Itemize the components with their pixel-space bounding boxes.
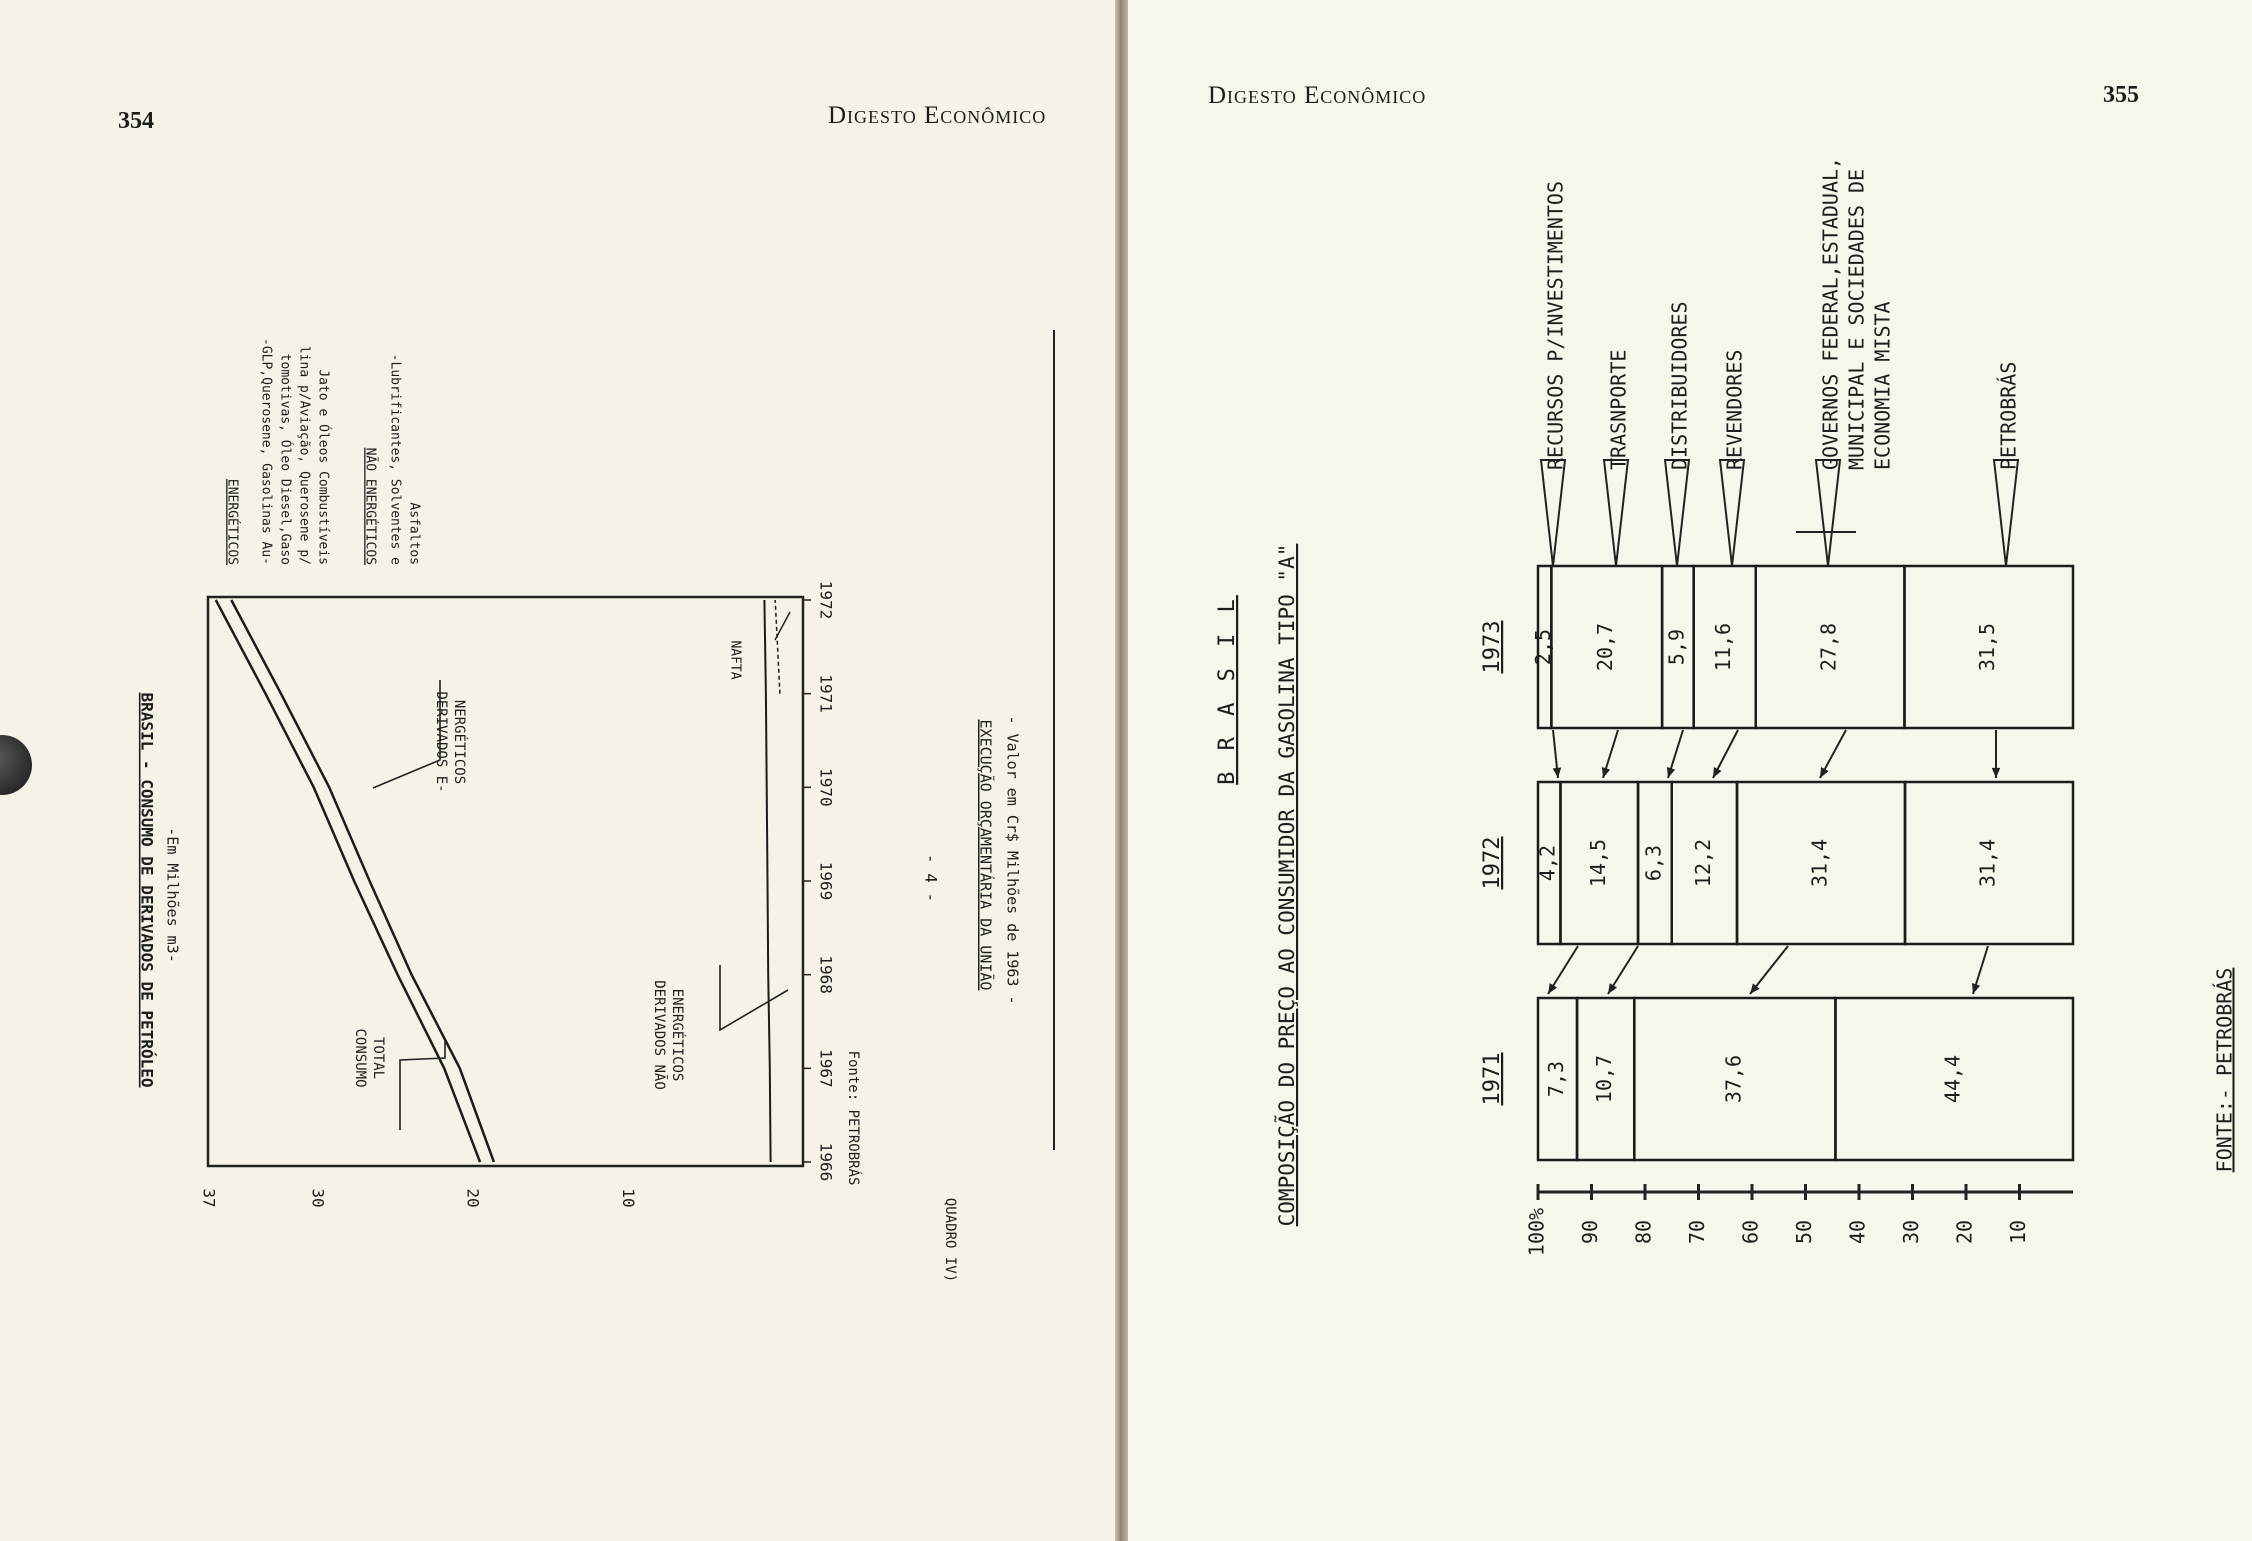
category-label: REVENDORES: [1722, 349, 1747, 470]
next-table-subcaption: - Valor em Cr$ Milhões de 1963 -: [1003, 715, 1022, 1005]
percent-tick-label: 80: [1631, 1219, 1656, 1245]
legend-energeticos-line: Jato e Óleos Combustíveis: [315, 369, 331, 565]
plot-frame: [208, 597, 803, 1166]
category-pointer: [1665, 460, 1689, 566]
percent-tick-label: 100%: [1524, 1207, 1549, 1257]
label-derivados-energeticos: NERGÉTICOS: [451, 699, 467, 785]
year-tick-label: 1970: [816, 768, 836, 807]
category-label: DISTRIBUIDORES: [1667, 301, 1692, 470]
segment-value-label: 31,4: [1807, 838, 1832, 888]
page-marker: - 4 -: [921, 853, 941, 903]
flow-arrowhead: [1608, 983, 1617, 994]
year-tick-label: 1971: [816, 674, 836, 713]
legend-energeticos-line: lina p/Aviação, Querosene p/: [296, 345, 312, 565]
legend-nao-energeticos-line: -Lubrificantes, Solventes e: [387, 353, 403, 565]
value-tick-label: 20: [463, 1188, 483, 1208]
segment-value-label: 31,4: [1975, 838, 2000, 888]
label-derivados-energeticos-leader: [373, 680, 440, 788]
percent-tick-label: 10: [2006, 1219, 2030, 1245]
running-title-left: Digesto Econômico: [828, 102, 1047, 129]
category-pointer: [1816, 460, 1840, 566]
running-title-right: Digesto Econômico: [1208, 82, 1427, 109]
percent-tick-label: 70: [1685, 1219, 1709, 1245]
segment-value-label: 5,9: [1664, 628, 1689, 666]
year-tick-label: 1968: [816, 955, 836, 994]
flow-arrowhead: [1992, 768, 2001, 778]
label-derivados-energeticos: DERIVADOS E-: [433, 691, 449, 793]
segment-value-label: 10,7: [1592, 1054, 1617, 1104]
category-label: TRASNPORTE: [1606, 349, 1631, 470]
right-page: [1128, 0, 2252, 1541]
segment-value-label: 44,4: [1940, 1054, 1965, 1104]
segment-value-label: 4,2: [1535, 844, 1560, 882]
flow-arrowhead: [1972, 983, 1980, 994]
year-label-1972: 1972: [1480, 836, 1505, 890]
category-label: RECURSOS P/INVESTIMENTOS: [1543, 181, 1568, 470]
label-derivados-nao-energeticos: DERIVADOS NÃO: [651, 980, 667, 1090]
stacked-bar-chart-gasolina: [1128, 0, 2252, 1541]
year-tick-label: 1966: [816, 1142, 836, 1182]
label-consumo-total: CONSUMO: [352, 1028, 368, 1088]
label-derivados-nao-energeticos: ENERGÉTICOS: [669, 988, 685, 1082]
segment-value-label: 20,7: [1593, 622, 1618, 672]
segment-value-label: 31,5: [1975, 622, 2000, 672]
value-tick-label: 10: [619, 1188, 639, 1208]
chart-country: B R A S I L: [1215, 595, 1240, 785]
category-pointer: [1604, 460, 1628, 566]
year-tick-label: 1969: [816, 861, 836, 901]
segment-value-label: 6,3: [1641, 844, 1666, 882]
flow-arrowhead: [1667, 767, 1675, 778]
chart-source: FONTE:- PETROBRÁS: [2212, 967, 2237, 1173]
year-label-1973: 1973: [1480, 620, 1505, 674]
label-derivados-nao-energeticos-leader: [720, 965, 788, 1030]
category-label: MUNICIPAL E SOCIEDADES DE: [1844, 168, 1869, 470]
segment-value-label: 2,5: [1531, 628, 1556, 666]
percent-tick-label: 40: [1845, 1219, 1870, 1245]
flow-arrowhead: [1602, 767, 1610, 778]
category-pointer: [1994, 460, 2018, 566]
book-gutter: [1115, 0, 1128, 1541]
left-page: [0, 0, 1115, 1541]
label-nafta: NAFTA: [727, 640, 743, 680]
legend-energeticos-line: tomotivas, Óleo Diesel,Gaso: [277, 353, 293, 565]
chart-source: Fonte: PETROBRÁS: [845, 1050, 861, 1186]
segment-value-label: 11,6: [1711, 622, 1736, 672]
chart-title: COMPOSIÇÃO DO PREÇO AO CONSUMIDOR DA GASOLINA TIPO "A": [1275, 543, 1299, 1227]
label-consumo-total-leader: [400, 1040, 445, 1130]
segment-value-label: 14,5: [1585, 838, 1610, 888]
page-number-right: 355: [2103, 82, 2139, 108]
value-tick-label: 30: [308, 1188, 328, 1208]
label-consumo-total: TOTAL: [370, 1036, 386, 1080]
percent-tick-label: 60: [1738, 1219, 1763, 1245]
line-chart-consumo: [0, 0, 1115, 1541]
segment-value-label: 37,6: [1721, 1054, 1746, 1104]
chart-title: BRASIL - CONSUMO DE DERIVADOS DE PETRÓLEO: [137, 692, 157, 1088]
value-tick-label: 37: [199, 1188, 219, 1208]
percent-tick-label: 50: [1792, 1219, 1816, 1245]
category-label: GOVERNOS FEDERAL,ESTADUAL,: [1818, 156, 1843, 470]
year-tick-label: 1967: [816, 1049, 836, 1088]
percent-tick-label: 90: [1578, 1219, 1602, 1245]
percent-tick-label: 20: [1952, 1219, 1977, 1245]
flow-arrowhead: [1548, 983, 1557, 994]
year-label-1971: 1971: [1480, 1052, 1505, 1106]
legend-nao-energeticos-line: Asfaltos: [406, 502, 422, 565]
category-pointer: [1720, 460, 1744, 566]
page-number-left: 354: [118, 108, 154, 134]
legend-energeticos-line: -GLP,Querosene, Gasolinas Au-: [258, 338, 274, 565]
series-line-4: [775, 600, 780, 694]
legend-nao-energeticos-title: NÃO ENERGÉTICOS: [362, 447, 378, 565]
next-table-caption: EXECUÇÃO ORÇAMENTÁRIA DA UNIÃO: [976, 719, 995, 991]
category-label: PETROBRÁS: [1996, 361, 2021, 470]
year-tick-label: 1972: [816, 580, 836, 620]
segment-value-label: 7,3: [1544, 1060, 1569, 1098]
percent-tick-label: 30: [1899, 1219, 1923, 1245]
category-label: ECONOMIA MISTA: [1870, 301, 1895, 470]
category-pointer: [1541, 460, 1565, 566]
segment-value-label: 12,2: [1690, 838, 1715, 888]
quadro-label: QUADRO IV): [942, 1197, 958, 1283]
series-line-3: [764, 600, 770, 1162]
legend-energeticos-title: ENERGÉTICOS: [224, 478, 240, 565]
chart-subtitle: -Em Milhões m3-: [163, 827, 182, 963]
segment-value-label: 27,8: [1816, 622, 1841, 672]
label-nafta-leader: [775, 612, 790, 640]
